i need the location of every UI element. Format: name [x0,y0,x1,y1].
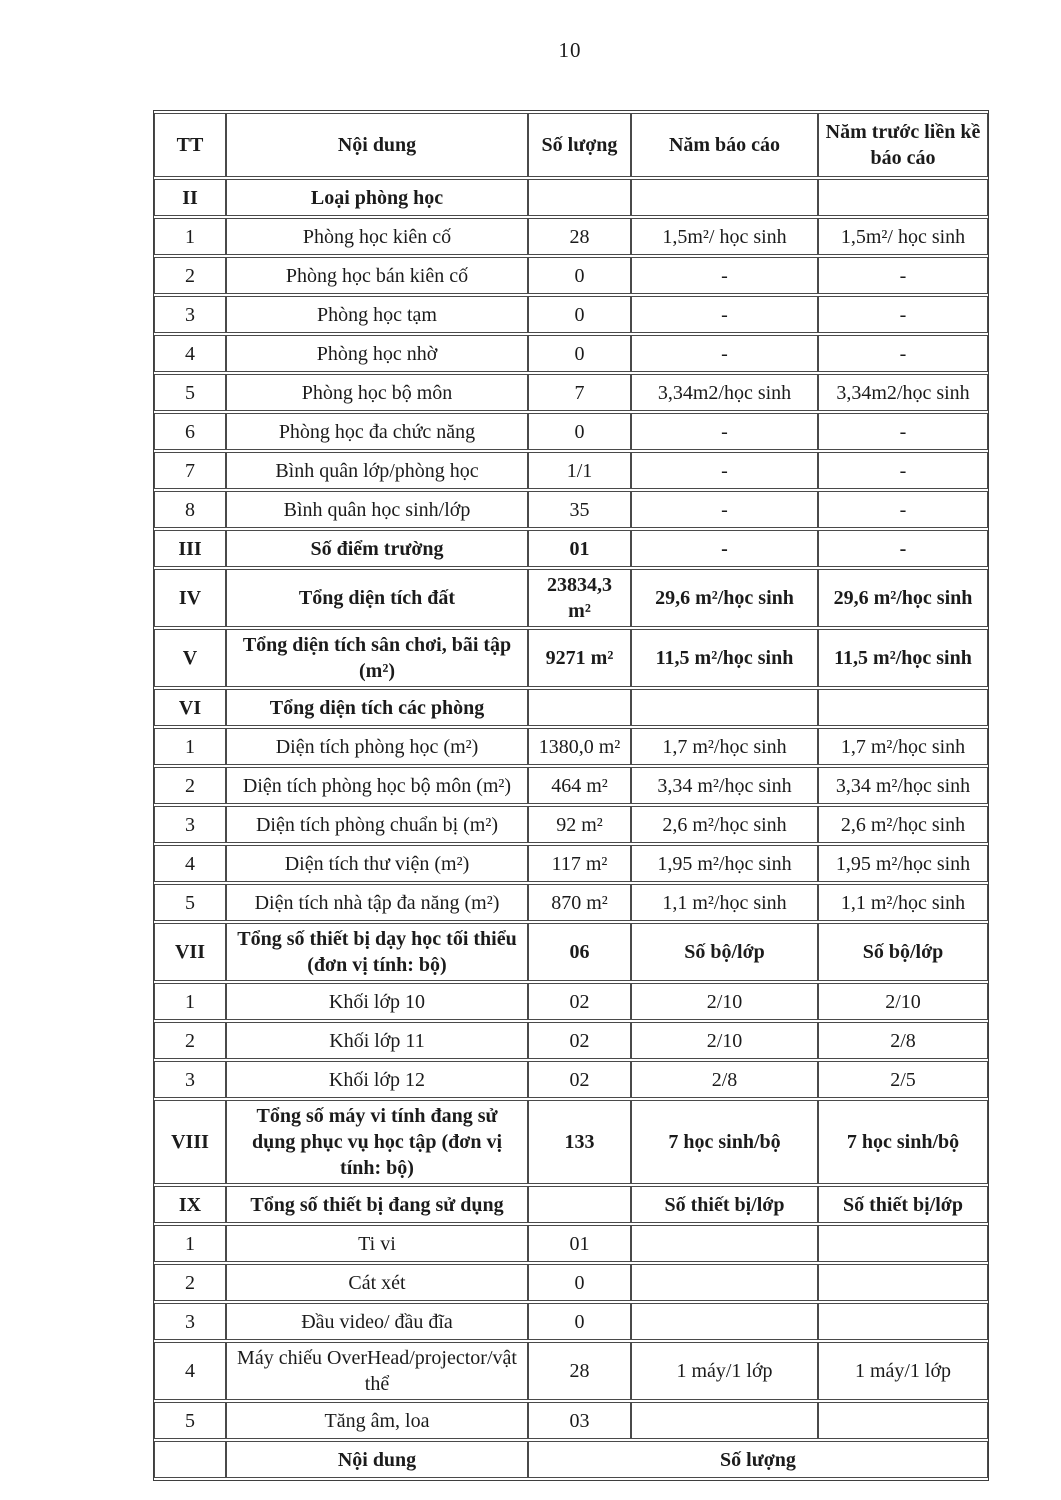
table-cell: Số điểm trường [226,530,528,567]
table-cell: Diện tích phòng học bộ môn (m²) [226,767,528,804]
table-cell: Số thiết bị/lớp [818,1186,988,1223]
table-cell: - [631,257,818,294]
table-row [154,1402,988,1439]
table-cell: 28 [528,218,631,255]
table-cell [818,1402,988,1439]
table-cell: 5 [154,374,226,411]
table-cell: 1,1 m²/học sinh [818,884,988,921]
table-row [154,629,988,687]
table-cell [154,1441,226,1478]
table-row [154,923,988,981]
table-cell: 1,5m²/ học sinh [818,218,988,255]
table-cell: 4 [154,1342,226,1400]
table-row [154,1186,988,1223]
table-cell: IX [154,1186,226,1223]
column-header-noi-dung: Nội dung [226,113,528,177]
table-cell: 1 máy/1 lớp [631,1342,818,1400]
table-cell: Khối lớp 12 [226,1061,528,1098]
table-row [154,257,988,294]
table-cell [631,1303,818,1340]
table-cell [631,179,818,216]
table-cell [818,1303,988,1340]
table-cell: Phòng học đa chức năng [226,413,528,450]
table-cell: 01 [528,1225,631,1262]
table-cell: Phòng học bộ môn [226,374,528,411]
table-cell: 5 [154,884,226,921]
table-body [154,179,988,1478]
table-row [154,569,988,627]
table-cell: Cát xét [226,1264,528,1301]
table-cell: Ti vi [226,1225,528,1262]
table-cell: 1 [154,1225,226,1262]
table-cell: - [631,335,818,372]
table-row [154,728,988,765]
table-row [154,845,988,882]
table-row [154,335,988,372]
table-cell: 1,95 m²/học sinh [631,845,818,882]
table-cell: Số bộ/lớp [631,923,818,981]
table-cell: 1 máy/1 lớp [818,1342,988,1400]
table-row [154,1264,988,1301]
table-cell: Diện tích phòng học (m²) [226,728,528,765]
table-cell: 2/5 [818,1061,988,1098]
table-cell: 35 [528,491,631,528]
table-cell: IV [154,569,226,627]
table-cell: 7 [154,452,226,489]
table-cell: - [818,452,988,489]
table-row [154,491,988,528]
table-cell: 4 [154,335,226,372]
table-cell: 117 m² [528,845,631,882]
table-row [154,806,988,843]
table-cell: 870 m² [528,884,631,921]
table-cell: 28 [528,1342,631,1400]
table-row [154,413,988,450]
table-row [154,884,988,921]
facilities-report-table [153,110,989,1481]
table-cell: Tăng âm, loa [226,1402,528,1439]
table-cell: 0 [528,335,631,372]
table-row [154,179,988,216]
table-cell: 0 [528,413,631,450]
table-cell: Diện tích phòng chuẩn bị (m²) [226,806,528,843]
table-cell: 9271 m² [528,629,631,687]
column-header-nam-truoc: Năm trước liền kề báo cáo [818,113,988,177]
table-cell [528,179,631,216]
table-cell: Phòng học tạm [226,296,528,333]
table-cell: 464 m² [528,767,631,804]
table-cell: Số thiết bị/lớp [631,1186,818,1223]
table-cell: 3,34m2/học sinh [631,374,818,411]
table-cell: Số bộ/lớp [818,923,988,981]
table-cell: Diện tích thư viện (m²) [226,845,528,882]
table-cell: III [154,530,226,567]
table-cell: - [818,413,988,450]
table-cell: Tổng số máy vi tính đang sử dụng phục vụ học tập (đơn vị tính: bộ) [226,1100,528,1184]
table-cell: 1,95 m²/học sinh [818,845,988,882]
table-row [154,296,988,333]
table-cell: VI [154,689,226,726]
table-cell: 2/10 [631,983,818,1020]
table-cell: Phòng học nhờ [226,335,528,372]
table-row [154,1022,988,1059]
table-row [154,1061,988,1098]
table-cell: 2,6 m²/học sinh [631,806,818,843]
column-header-nam-bao-cao: Năm báo cáo [631,113,818,177]
table-row [154,1441,988,1478]
table-cell: - [631,530,818,567]
table-cell: 02 [528,983,631,1020]
table-cell: 3,34m2/học sinh [818,374,988,411]
column-header-so-luong: Số lượng [528,113,631,177]
table-cell: 6 [154,413,226,450]
table-row [154,530,988,567]
table-cell: Tổng diện tích các phòng [226,689,528,726]
table-cell [818,689,988,726]
table-cell: - [631,491,818,528]
table-cell [818,1264,988,1301]
table-cell: 3 [154,296,226,333]
table-cell: 2 [154,1264,226,1301]
table-cell: Máy chiếu OverHead/projector/vật thể [226,1342,528,1400]
table-cell: Khối lớp 10 [226,983,528,1020]
table-cell: 3 [154,1303,226,1340]
table-cell: - [818,530,988,567]
table-cell: Loại phòng học [226,179,528,216]
table-cell: - [818,296,988,333]
table-cell: 0 [528,1264,631,1301]
table-cell: VII [154,923,226,981]
table-cell: 02 [528,1022,631,1059]
table-cell: Tổng số thiết bị đang sử dụng [226,1186,528,1223]
table-cell: 29,6 m²/học sinh [631,569,818,627]
table-cell: 3,34 m²/học sinh [631,767,818,804]
table-row [154,767,988,804]
table-cell: - [818,491,988,528]
table-cell: - [818,257,988,294]
table-cell: - [631,452,818,489]
table-cell: 92 m² [528,806,631,843]
table-cell [631,689,818,726]
table-cell: 0 [528,1303,631,1340]
table-cell: Số lượng [528,1441,988,1478]
table-cell: 1,7 m²/học sinh [818,728,988,765]
table-cell: Tổng diện tích sân chơi, bãi tập (m²) [226,629,528,687]
table-cell: 0 [528,296,631,333]
table-cell: 06 [528,923,631,981]
table-row [154,374,988,411]
table-cell [818,1225,988,1262]
table-cell: 1,1 m²/học sinh [631,884,818,921]
table-cell: 23834,3 m² [528,569,631,627]
table-cell: 7 [528,374,631,411]
table-cell: Diện tích nhà tập đa năng (m²) [226,884,528,921]
table-cell: 2/10 [818,983,988,1020]
table-cell: 01 [528,530,631,567]
table-row [154,1303,988,1340]
table-cell: - [818,335,988,372]
table-cell: 133 [528,1100,631,1184]
table-cell: Khối lớp 11 [226,1022,528,1059]
table-cell [818,179,988,216]
table-cell: 3 [154,806,226,843]
table-row [154,452,988,489]
table-cell [528,1186,631,1223]
table-cell: Tổng số thiết bị dạy học tối thiểu (đơn vị tính: bộ) [226,923,528,981]
table-row [154,1100,988,1184]
table-row [154,1342,988,1400]
table-cell: Phòng học bán kiên cố [226,257,528,294]
table-cell: 11,5 m²/học sinh [818,629,988,687]
table-cell: 03 [528,1402,631,1439]
table-cell: 1 [154,983,226,1020]
table-cell: 7 học sinh/bộ [631,1100,818,1184]
table-cell: 3,34 m²/học sinh [818,767,988,804]
table-row [154,689,988,726]
table-cell: 3 [154,1061,226,1098]
table-cell: 2 [154,257,226,294]
table-cell: Bình quân học sinh/lớp [226,491,528,528]
table-cell: 1,7 m²/học sinh [631,728,818,765]
table-cell: 2,6 m²/học sinh [818,806,988,843]
page-number: 10 [558,38,582,62]
table-cell: - [631,296,818,333]
table-cell: 7 học sinh/bộ [818,1100,988,1184]
table-row [154,1225,988,1262]
table-cell: 0 [528,257,631,294]
table-cell: Đầu video/ đầu đĩa [226,1303,528,1340]
table-cell: 2/8 [631,1061,818,1098]
table-header [154,113,988,177]
table-cell: 11,5 m²/học sinh [631,629,818,687]
table-cell: 1 [154,728,226,765]
table-cell: 4 [154,845,226,882]
table-cell: 29,6 m²/học sinh [818,569,988,627]
table-cell: 1 [154,218,226,255]
table-cell: 1,5m²/ học sinh [631,218,818,255]
table-cell: Nội dung [226,1441,528,1478]
table-cell: 8 [154,491,226,528]
table-cell [631,1264,818,1301]
table-cell [631,1402,818,1439]
table-cell [631,1225,818,1262]
table-cell: Bình quân lớp/phòng học [226,452,528,489]
table-cell: 02 [528,1061,631,1098]
table-cell: VIII [154,1100,226,1184]
table-cell: 5 [154,1402,226,1439]
table-cell: 2 [154,767,226,804]
table-cell: - [631,413,818,450]
table-cell: Tổng diện tích đất [226,569,528,627]
table-cell: 1380,0 m² [528,728,631,765]
column-header-tt: TT [154,113,226,177]
table-cell: 1/1 [528,452,631,489]
table-cell [528,689,631,726]
table-cell: 2/8 [818,1022,988,1059]
header-row [154,113,988,177]
table-row [154,983,988,1020]
table-cell: Phòng học kiên cố [226,218,528,255]
table-cell: V [154,629,226,687]
table-cell: 2/10 [631,1022,818,1059]
table-cell: 2 [154,1022,226,1059]
table-cell: II [154,179,226,216]
table-row [154,218,988,255]
